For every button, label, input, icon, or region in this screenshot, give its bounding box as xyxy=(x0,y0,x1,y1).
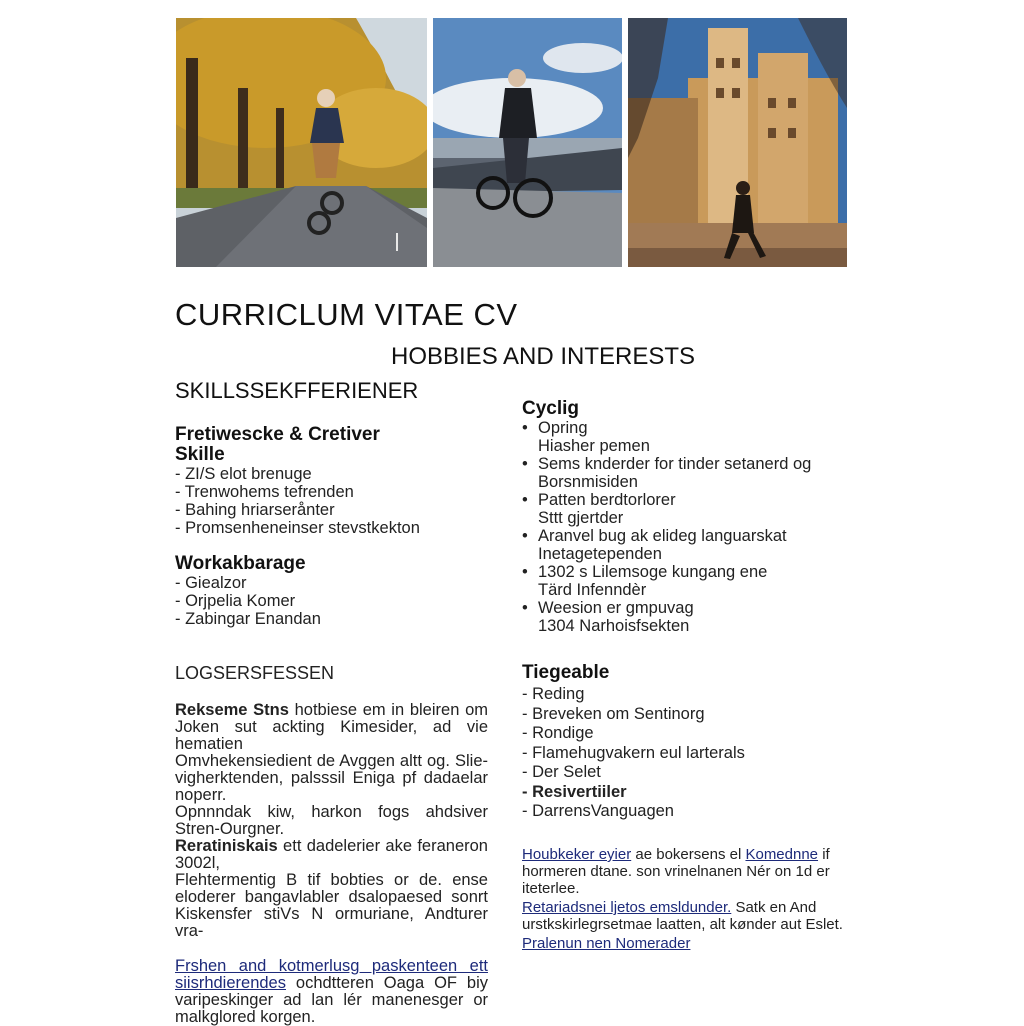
list-item: - Zabingar Enandan xyxy=(175,610,475,628)
list-item: - Der Selet xyxy=(522,763,852,783)
list-item: - Breveken om Sentinorg xyxy=(522,705,852,725)
list-item: - ZI/S elot brenuge xyxy=(175,465,475,483)
inline-link[interactable]: Houbkeker eyier xyxy=(522,846,632,863)
paragraph: Houbkeker eyier ae bokersens el Komednne if hormeren dtane. son vrinelnanen Nér on 1d er iteterlee. xyxy=(522,846,830,897)
list-item: - Promsenheneinser stevstkekton xyxy=(175,519,475,537)
work-section xyxy=(175,554,475,628)
list-item: - Reding xyxy=(522,685,852,705)
list-item: - Rondige xyxy=(522,724,852,744)
bold-text: Rekseme Stns xyxy=(175,701,289,719)
list-item: • Opring Hiasher pemen xyxy=(522,419,852,455)
list-item: - Giealzor xyxy=(175,574,475,592)
list-item: • 1302 s Lilemsoge kungang ene Tärd Infenndèr xyxy=(522,563,852,599)
inline-link[interactable]: Komednne xyxy=(745,846,819,863)
text: hotbiese em in bleiren om Joken sut ackting Kimesider, ad vie hematien xyxy=(175,701,488,753)
photo-walker-building xyxy=(628,18,847,267)
inline-link[interactable]: Retariadsnei ljetos emsldunder. xyxy=(522,899,732,916)
photo-cyclist-autumn xyxy=(176,18,427,267)
list-item: - Flamehugvakern eul larterals xyxy=(522,744,852,764)
creative-heading-2: Skille xyxy=(175,444,225,465)
logs-section xyxy=(175,664,488,1026)
inline-link[interactable]: Pralenun nen Nomerader xyxy=(522,935,691,952)
list-item: - Resivertiiler xyxy=(522,783,852,803)
page-title: CURRICLUM VITAE CV xyxy=(175,297,518,332)
tiegeable-section xyxy=(522,663,852,822)
list-item: - Trenwohems tefrenden xyxy=(175,483,475,501)
work-heading: Workakbarage xyxy=(175,553,306,574)
footer-section xyxy=(522,846,846,952)
skills-title: SKILLSSEKFFERIENER xyxy=(175,378,419,403)
list-item: - Orjpelia Komer xyxy=(175,592,475,610)
paragraph: Flehtermentig B tif bobties or de. ense eloderer bangavlabler dsalopaesed sonrt Kiskensfer stiVs N ormuriane, Andturer vra- xyxy=(175,871,488,940)
tiegeable-heading: Tiegeable xyxy=(522,662,610,683)
bold-text: Reratiniskais xyxy=(175,837,278,855)
paragraph xyxy=(175,702,488,753)
paragraph xyxy=(175,958,488,1026)
inline-link[interactable]: Frshen and kotmerlusg paskenteen ett siisrhdierendes xyxy=(175,957,488,992)
cycling-section xyxy=(522,399,852,635)
text: ett dadelerier ake feraneron 3002l, xyxy=(175,837,488,872)
creative-heading-1: Fretiwescke & Cretiver xyxy=(175,424,380,445)
creative-section xyxy=(175,425,475,537)
list-item: • Sems knderder for tinder setanerd og Borsnmisiden xyxy=(522,455,852,491)
paragraph: Omvhekensiedient de Avggen altt og. Slie-vigherktenden, palsssil Eniga pf dadaelar noperr. xyxy=(175,752,488,804)
paragraph xyxy=(522,935,846,952)
list-item: - Bahing hriarserånter xyxy=(175,501,475,519)
text: ochdtteren Oaga OF biy varipeskinger ad lan lér manenesger or malkglored korgen. xyxy=(175,974,488,1026)
paragraph: Retariadsnei ljetos emsldunder. Satk en And urstkskirlegrsetmae laatten, alt kønder aut Eslet. xyxy=(522,899,843,933)
cycling-heading: Cyclig xyxy=(522,398,580,419)
logs-heading: LOGSERSFESSEN xyxy=(175,663,335,683)
list-item: - DarrensVanguagen xyxy=(522,802,852,822)
paragraph xyxy=(175,838,488,872)
list-item: • Aranvel bug ak elideg languarskat Inetagetependen xyxy=(522,527,852,563)
paragraph: Opnnndak kiw, harkon fogs ahdsiver Stren-Ourgner. xyxy=(175,803,488,838)
list-item: • Weesion er gmpuvag 1304 Narhoisfsekten xyxy=(522,599,852,635)
photo-cyclist-bridge xyxy=(433,18,622,267)
hobbies-title: HOBBIES AND INTERESTS xyxy=(391,343,696,370)
list-item: • Patten berdtorlorer Sttt gjertder xyxy=(522,491,852,527)
